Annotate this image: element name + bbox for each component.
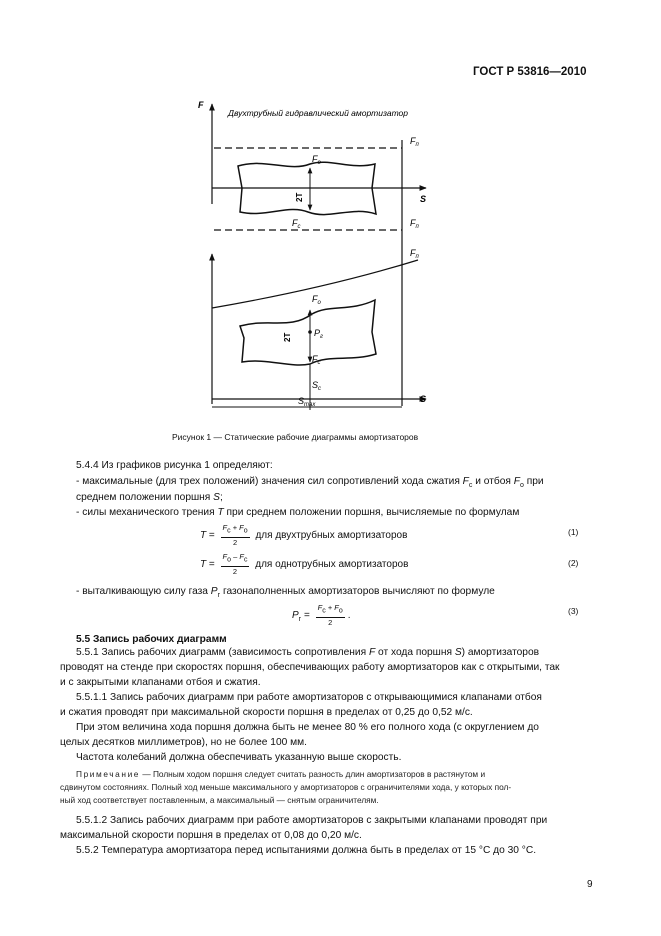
equation-1-number: (1) bbox=[568, 527, 579, 537]
s-axis-label-lower: S bbox=[420, 394, 427, 404]
svg-text:Sс: $S_с$ bbox=[312, 380, 322, 392]
paragraph-stroke: При этом величина хода поршня должна быть не менее 80 % его полного хода (с округлением до bbox=[76, 722, 539, 733]
section-5-5-heading: 5.5 Запись рабочих диаграмм bbox=[76, 634, 227, 645]
f-axis-label: F bbox=[198, 100, 204, 110]
paragraph-5-4-4: 5.4.4 Из графиков рисунка 1 определяют: bbox=[76, 460, 273, 471]
svg-text:2Т: 2Т bbox=[283, 332, 292, 342]
paragraph-5-5-1: 5.5.1 Запись рабочих диаграмм (зависимость сопротивления F от хода поршня S) амортизаторов bbox=[76, 647, 540, 658]
equation-2-number: (2) bbox=[568, 558, 579, 568]
equation-1: T = $\frac{F_с + F_о}{2}$ для двухтрубных амортизаторов bbox=[200, 523, 408, 547]
paragraph-5-5-2: 5.5.2 Температура амортизатора перед испытаниями должна быть в пределах от 15 °С до 30 °С. bbox=[76, 845, 537, 856]
svg-text:Pг: $P_г$ bbox=[314, 328, 323, 340]
svg-text:Smax: $S_{max}$ bbox=[298, 396, 316, 408]
svg-text:2Т: 2Т bbox=[295, 192, 304, 202]
svg-text:Fп: $F_п$ bbox=[410, 218, 419, 230]
page-number: 9 bbox=[587, 879, 593, 890]
svg-text:Fп: $F_п$ bbox=[410, 248, 419, 260]
bullet-gas-force: - выталкивающую силу газа $P_г$ газонаполненных амортизаторов вычисляют по формуле bbox=[76, 586, 495, 600]
paragraph-5-5-1-1: 5.5.1.1 Запись рабочих диаграмм при работе амортизаторов с открывающимися клапанами отбоя bbox=[76, 692, 542, 703]
svg-text:Fс: $F_с$ bbox=[292, 218, 301, 230]
svg-text:Fо: $F_о$ bbox=[312, 294, 321, 306]
document-header: ГОСТ Р 53816—2010 bbox=[473, 66, 587, 78]
equation-3-number: (3) bbox=[568, 606, 579, 616]
hysteresis-loop-lower bbox=[240, 300, 376, 365]
bullet-friction: - силы механического трения T при среднем положении поршня, вычисляемые по формулам bbox=[76, 507, 520, 518]
figure-caption: Рисунок 1 — Статические рабочие диаграммы амортизаторов bbox=[172, 432, 419, 442]
svg-text:Fо: $F_о$ bbox=[312, 154, 321, 166]
figure-title: Двухтрубный гидравлический амортизатор bbox=[228, 108, 409, 118]
equation-2: T = $\frac{F_о - F_с}{2}$ для однотрубных амортизаторов bbox=[200, 552, 409, 576]
equation-3: $P_г$ = $\frac{F_с + F_о}{2}$ . bbox=[292, 603, 351, 627]
s-axis-label-upper: S bbox=[420, 194, 427, 204]
paragraph-5-5-1-2: 5.5.1.2 Запись рабочих диаграмм при работе амортизаторов с закрытыми клапанами проводят при bbox=[76, 815, 548, 826]
paragraph-frequency: Частота колебаний должна обеспечивать указанную выше скорость. bbox=[76, 752, 402, 763]
svg-text:Fс: $F_с$ bbox=[312, 354, 321, 366]
figure-1 bbox=[190, 92, 440, 422]
svg-text:Fп: $F_п$ bbox=[410, 136, 419, 148]
note: Примечание — Полным ходом поршня следует считать разность длин амортизаторов в растянутом и bbox=[76, 769, 486, 779]
shock-absorber-diagram bbox=[190, 92, 440, 422]
bullet-forces: - максимальные (для трех положений) значения сил сопротивлений хода сжатия $F_с$ и отбоя $F_о$ при bbox=[76, 476, 544, 490]
